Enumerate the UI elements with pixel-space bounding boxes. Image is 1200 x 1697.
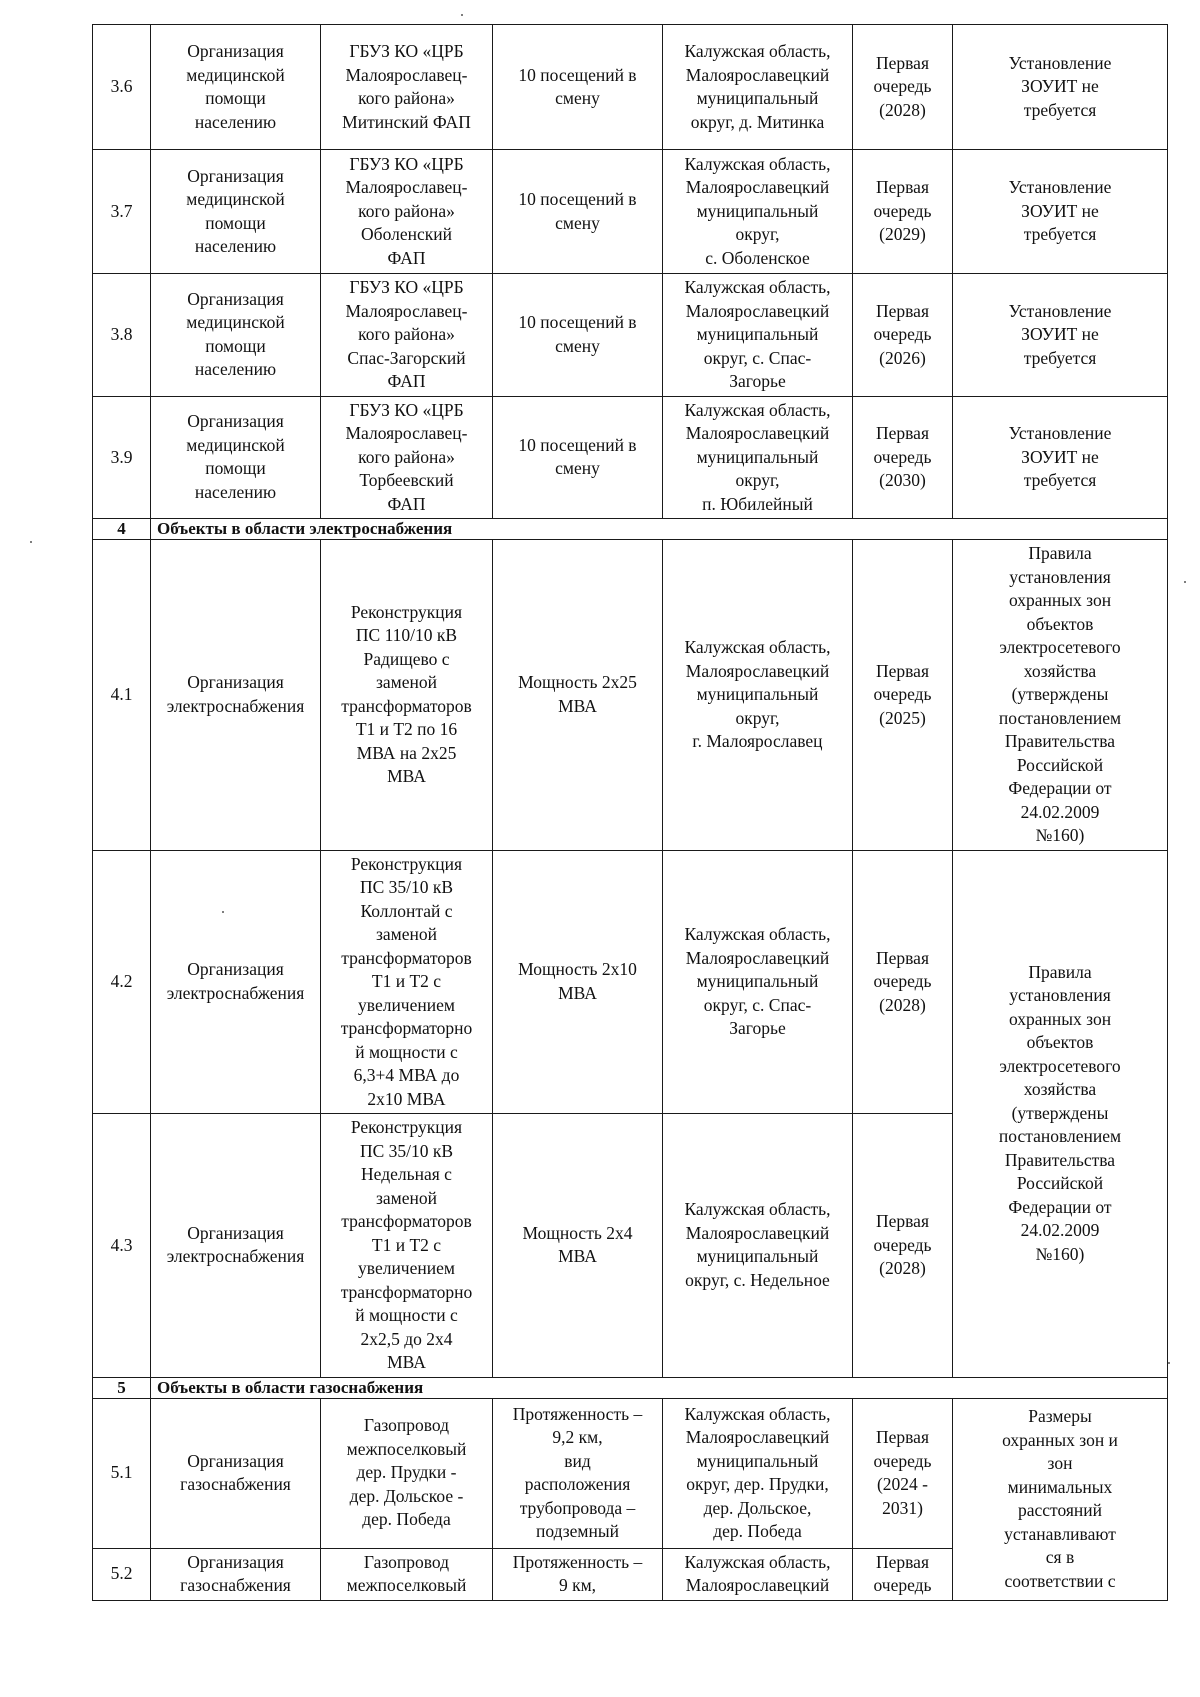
- object-purpose: Организация газоснабжения: [151, 1398, 321, 1548]
- object-location: Калужская область, Малоярославецкий муниципальный округ, с. Недельное: [663, 1114, 853, 1378]
- row-number: 3.7: [93, 150, 151, 274]
- object-name: ГБУЗ КО «ЦРБ Малоярославец- кого района» Митинский ФАП: [321, 25, 493, 150]
- scan-speck: [1168, 1362, 1170, 1364]
- object-location: Калужская область, Малоярославецкий муниципальный округ, с. Оболенское: [663, 150, 853, 274]
- object-purpose: Организация газоснабжения: [151, 1548, 321, 1600]
- scan-speck: [1184, 581, 1186, 583]
- scan-speck: [30, 541, 32, 543]
- object-capacity: Мощность 2х25 МВА: [493, 540, 663, 851]
- object-purpose: Организация медицинской помощи населению: [151, 150, 321, 274]
- row-number: 5.2: [93, 1548, 151, 1600]
- object-location: Калужская область, Малоярославецкий муниципальный округ, г. Малоярославец: [663, 540, 853, 851]
- object-location: Калужская область, Малоярославецкий муниципальный округ, п. Юбилейный: [663, 396, 853, 519]
- section-header-row: [93, 1377, 1168, 1398]
- row-number: 3.8: [93, 274, 151, 397]
- object-location: Калужская область, Малоярославецкий муниципальный округ, д. Митинка: [663, 25, 853, 150]
- scan-speck: [461, 14, 463, 16]
- object-purpose: Организация электроснабжения: [151, 850, 321, 1114]
- table-row: [93, 540, 1168, 851]
- object-location: Калужская область, Малоярославецкий: [663, 1548, 853, 1600]
- object-location: Калужская область, Малоярославецкий муниципальный округ, дер. Прудки, дер. Дольское, дер. Победа: [663, 1398, 853, 1548]
- object-name: Реконструкция ПС 35/10 кВ Недельная с заменой трансформаторов Т1 и Т2 с увеличением трансформаторно й мощности с 2х2,5 до 2х4 МВА: [321, 1114, 493, 1378]
- object-location: Калужская область, Малоярославецкий муниципальный округ, с. Спас- Загорье: [663, 274, 853, 397]
- table-row: [93, 25, 1168, 150]
- object-capacity: 10 посещений в смену: [493, 274, 663, 397]
- table-row: [93, 850, 1168, 1114]
- row-number: 4.2: [93, 850, 151, 1114]
- object-purpose: Организация электроснабжения: [151, 1114, 321, 1378]
- object-stage: Первая очередь (2024 - 2031): [853, 1398, 953, 1548]
- object-capacity: 10 посещений в смену: [493, 25, 663, 150]
- object-zone: Установление ЗОУИТ не требуется: [953, 274, 1168, 397]
- object-capacity: 10 посещений в смену: [493, 396, 663, 519]
- row-number: 3.6: [93, 25, 151, 150]
- table-row: [93, 1398, 1168, 1548]
- object-purpose: Организация медицинской помощи населению: [151, 25, 321, 150]
- object-purpose: Организация медицинской помощи населению: [151, 274, 321, 397]
- object-zone: Правила установления охранных зон объектов электросетевого хозяйства (утверждены постановлением Правительства Российской Федерации от 24.02.2009 №160): [953, 540, 1168, 851]
- object-stage: Первая очередь (2028): [853, 1114, 953, 1378]
- object-name: ГБУЗ КО «ЦРБ Малоярославец- кого района» Торбеевский ФАП: [321, 396, 493, 519]
- section-number: 4: [93, 519, 151, 540]
- object-stage: Первая очередь: [853, 1548, 953, 1600]
- object-zone: Установление ЗОУИТ не требуется: [953, 25, 1168, 150]
- table-row: [93, 150, 1168, 274]
- object-name: Реконструкция ПС 35/10 кВ Коллонтай с заменой трансформаторов Т1 и Т2 с увеличением трансформаторно й мощности с 6,3+4 МВА до 2х10 МВА: [321, 850, 493, 1114]
- object-capacity: Мощность 2х4 МВА: [493, 1114, 663, 1378]
- object-name: Газопровод межпоселковый дер. Прудки - дер. Дольское - дер. Победа: [321, 1398, 493, 1548]
- section-header-row: [93, 519, 1168, 540]
- object-zone: Установление ЗОУИТ не требуется: [953, 396, 1168, 519]
- object-name: Реконструкция ПС 110/10 кВ Радищево с заменой трансформаторов Т1 и Т2 по 16 МВА на 2х25 МВА: [321, 540, 493, 851]
- object-purpose: Организация электроснабжения: [151, 540, 321, 851]
- object-capacity: Протяженность – 9,2 км, вид расположения трубопровода – подземный: [493, 1398, 663, 1548]
- row-number: 4.1: [93, 540, 151, 851]
- object-location: Калужская область, Малоярославецкий муниципальный округ, с. Спас- Загорье: [663, 850, 853, 1114]
- object-stage: Первая очередь (2025): [853, 540, 953, 851]
- object-stage: Первая очередь (2029): [853, 150, 953, 274]
- section-number: 5: [93, 1377, 151, 1398]
- object-name: ГБУЗ КО «ЦРБ Малоярославец- кого района» Оболенский ФАП: [321, 150, 493, 274]
- row-number: 4.3: [93, 1114, 151, 1378]
- table-row: [93, 274, 1168, 397]
- object-capacity: Протяженность – 9 км,: [493, 1548, 663, 1600]
- row-number: 5.1: [93, 1398, 151, 1548]
- section-title: Объекты в области газоснабжения: [151, 1377, 1168, 1398]
- planned-objects-table: [92, 24, 1168, 1601]
- object-stage: Первая очередь (2026): [853, 274, 953, 397]
- object-capacity: Мощность 2х10 МВА: [493, 850, 663, 1114]
- object-zone: Правила установления охранных зон объектов электросетевого хозяйства (утверждены постановлением Правительства Российской Федерации от 24.02.2009 №160): [953, 850, 1168, 1377]
- object-capacity: 10 посещений в смену: [493, 150, 663, 274]
- table-row: [93, 396, 1168, 519]
- object-stage: Первая очередь (2028): [853, 850, 953, 1114]
- object-name: ГБУЗ КО «ЦРБ Малоярославец- кого района» Спас-Загорский ФАП: [321, 274, 493, 397]
- object-purpose: Организация медицинской помощи населению: [151, 396, 321, 519]
- object-stage: Первая очередь (2028): [853, 25, 953, 150]
- scan-speck: [222, 911, 224, 913]
- section-title: Объекты в области электроснабжения: [151, 519, 1168, 540]
- object-stage: Первая очередь (2030): [853, 396, 953, 519]
- row-number: 3.9: [93, 396, 151, 519]
- object-zone: Установление ЗОУИТ не требуется: [953, 150, 1168, 274]
- object-zone: Размеры охранных зон и зон минимальных расстояний устанавливают ся в соответствии с: [953, 1398, 1168, 1600]
- object-name: Газопровод межпоселковый: [321, 1548, 493, 1600]
